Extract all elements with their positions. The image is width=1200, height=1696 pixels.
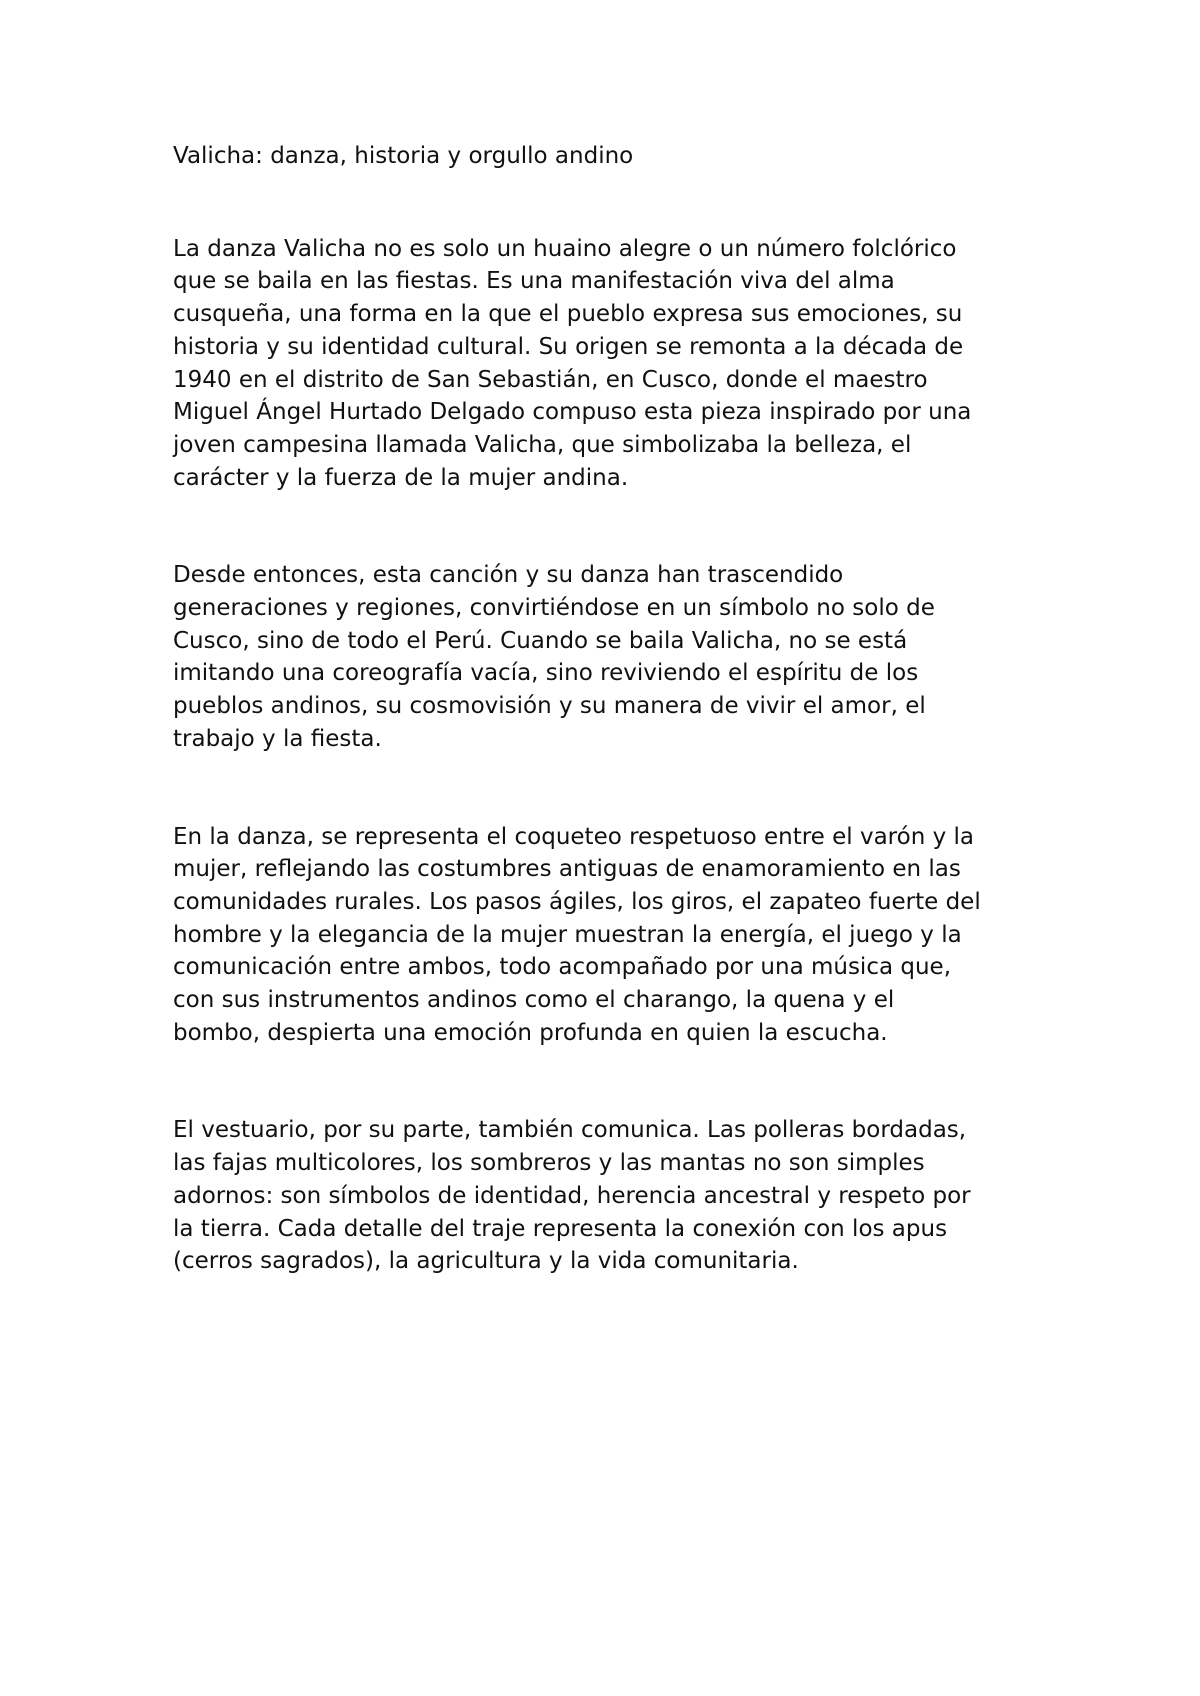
paragraph-line: las fajas multicolores, los sombreros y las mantas no son simples: [173, 1150, 925, 1177]
paragraph-line: Miguel Ángel Hurtado Delgado compuso esta pieza inspirado por una: [173, 399, 972, 426]
paragraph-line: adornos: son símbolos de identidad, herencia ancestral y respeto por: [173, 1182, 971, 1209]
paragraph-origin: [173, 233, 1053, 495]
paragraph-line: trabajo y la fiesta.: [173, 725, 382, 752]
paragraph-line: (cerros sagrados), la agricultura y la vida comunitaria.: [173, 1248, 799, 1275]
paragraph-legacy: [173, 559, 1053, 755]
paragraph-line: que se baila en las fiestas. Es una manifestación viva del alma: [173, 268, 895, 295]
paragraph-line: Cusco, sino de todo el Perú. Cuando se baila Valicha, no se está: [173, 627, 908, 654]
paragraph-line: con sus instrumentos andinos como el charango, la quena y el: [173, 987, 895, 1014]
paragraph-line: generaciones y regiones, convirtiéndose en un símbolo no solo de: [173, 595, 935, 622]
paragraph-line: Desde entonces, esta canción y su danza han trascendido: [173, 562, 844, 589]
paragraph-line: la tierra. Cada detalle del traje representa la conexión con los apus: [173, 1215, 948, 1242]
paragraph-line: La danza Valicha no es solo un huaino alegre o un número folclórico: [173, 235, 957, 262]
document-title: Valicha: danza, historia y orgullo andino: [173, 143, 634, 169]
paragraph-line: joven campesina llamada Valicha, que simbolizaba la belleza, el: [173, 431, 912, 458]
paragraph-line: 1940 en el distrito de San Sebastián, en Cusco, donde el maestro: [173, 366, 928, 393]
paragraph-line: hombre y la elegancia de la mujer muestran la energía, el juego y la: [173, 921, 962, 948]
paragraph-line: El vestuario, por su parte, también comunica. Las polleras bordadas,: [173, 1117, 967, 1144]
paragraph-line: historia y su identidad cultural. Su origen se remonta a la década de: [173, 333, 964, 360]
paragraph-line: En la danza, se representa el coqueteo respetuoso entre el varón y la: [173, 823, 975, 850]
paragraph-line: pueblos andinos, su cosmovisión y su manera de vivir el amor, el: [173, 693, 926, 720]
document-body: [173, 140, 1053, 1278]
paragraph-dance: [173, 821, 1053, 1050]
paragraph-line: comunicación entre ambos, todo acompañado por una música que,: [173, 954, 952, 981]
paragraph-line: comunidades rurales. Los pasos ágiles, los giros, el zapateo fuerte del: [173, 888, 981, 915]
paragraph-line: carácter y la fuerza de la mujer andina.: [173, 464, 629, 491]
paragraph-line: bombo, despierta una emoción profunda en quien la escucha.: [173, 1019, 888, 1046]
paragraph-line: cusqueña, una forma en la que el pueblo expresa sus emociones, su: [173, 301, 963, 328]
paragraph-line: mujer, reflejando las costumbres antiguas de enamoramiento en las: [173, 856, 961, 883]
paragraph-costume: [173, 1114, 1053, 1278]
paragraph-line: imitando una coreografía vacía, sino reviviendo el espíritu de los: [173, 660, 919, 687]
